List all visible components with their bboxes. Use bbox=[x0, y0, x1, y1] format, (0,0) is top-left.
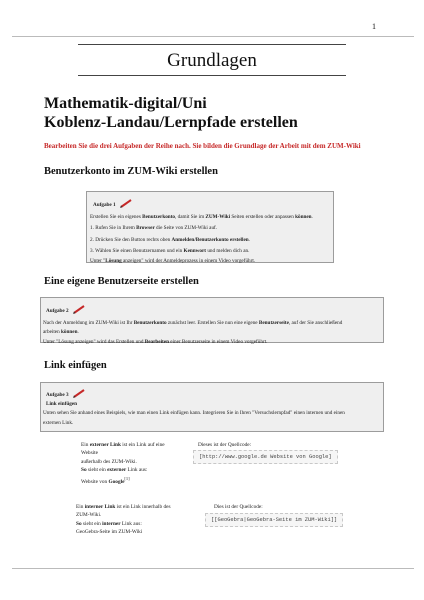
task3-subtitle: Link einfügen bbox=[46, 400, 77, 407]
text: Ein bbox=[76, 504, 85, 510]
ext-line3: außerhalb des ZUM-Wiki. bbox=[81, 458, 137, 465]
task3-label: Aufgabe 3 bbox=[46, 392, 69, 398]
task1-step1 bbox=[90, 224, 329, 234]
section3-heading: Link einfügen bbox=[44, 360, 107, 371]
task3-line1: Unten sehen Sie anhand eines Beispiels, wie man einen Link einfügen kann. Integrieren Sie in Ihren "Versuchslernpfad" einen internen und einen bbox=[43, 410, 345, 417]
text: einer Benutzerseite in einem Video vorgeführt. bbox=[168, 338, 268, 345]
text: zunächst leer. Erstellen Sie nun eine eigene bbox=[166, 319, 259, 326]
text-bold: Browser bbox=[136, 225, 155, 232]
text-bold: Anmelden/Benutzerkonto erstellen bbox=[171, 236, 249, 243]
task3-line2: externen Link. bbox=[43, 419, 74, 426]
ext-line5 bbox=[81, 475, 191, 486]
external-link[interactable]: Website von bbox=[81, 478, 109, 485]
task1-intro bbox=[90, 213, 329, 223]
task1-label: Aufgabe 1 bbox=[93, 202, 116, 208]
text: Seiten erstellen oder anpassen bbox=[230, 213, 296, 220]
text: , damit Sie im bbox=[175, 213, 206, 220]
text: anzeigen" wird der Anmeldeprozess in einem Video vorgeführt. bbox=[121, 257, 256, 264]
task1-step3 bbox=[90, 247, 329, 257]
top-divider bbox=[12, 36, 414, 37]
task2-line2 bbox=[43, 328, 379, 338]
internal-link-example bbox=[76, 503, 196, 537]
ext-source-label: Dieses ist der Quellcode: bbox=[198, 442, 252, 448]
text: 1. Rufen Sie in Ihrem bbox=[90, 225, 137, 232]
text-bold: ZUM-Wiki bbox=[205, 213, 231, 220]
text-bold: Bearbeiten bbox=[144, 338, 169, 345]
text-bold: Benutzerkonto bbox=[133, 319, 167, 326]
text: 2. Drücken Sie den Button rechts oben bbox=[90, 236, 172, 243]
task2-line1 bbox=[43, 319, 379, 329]
text: Unter " bbox=[90, 257, 106, 264]
ext-line2: Website bbox=[81, 450, 98, 457]
main-heading bbox=[44, 94, 298, 132]
text: ist ein Link auf eine bbox=[120, 442, 165, 448]
title-rule-top bbox=[78, 44, 346, 45]
ext-source-code: [http://www.google.de Website von Google] bbox=[193, 450, 338, 464]
text-bold: Lösung bbox=[105, 257, 122, 264]
section2-heading: Eine eigene Benutzerseite erstellen bbox=[44, 276, 199, 287]
task1-step2 bbox=[90, 236, 329, 246]
pencil-icon bbox=[120, 199, 133, 213]
text: sieht ein bbox=[86, 467, 108, 474]
text: Nach der Anmeldung im ZUM-Wiki ist Ihr bbox=[43, 319, 134, 326]
title-rule-bottom bbox=[78, 75, 346, 76]
text: Link aus: bbox=[126, 467, 148, 474]
text-bold: können bbox=[61, 329, 78, 336]
text-bold: So bbox=[76, 520, 82, 527]
task2-label: Aufgabe 2 bbox=[46, 308, 69, 314]
text-bold: Benutzerseite bbox=[258, 319, 289, 326]
text: Ein bbox=[81, 442, 90, 448]
task3-box bbox=[40, 382, 384, 432]
task1-box bbox=[86, 191, 334, 263]
int-source-code: [[GeoGebra|GeoGebra-Seite im ZUM-Wiki]] bbox=[205, 513, 343, 527]
int-line2: ZUM-Wiki. bbox=[76, 512, 102, 519]
task1-hint bbox=[90, 257, 329, 267]
main-heading-line1: Mathematik-digital/Uni bbox=[44, 95, 207, 112]
ext-line4 bbox=[81, 466, 191, 474]
text: . bbox=[77, 329, 79, 336]
text-bold: können bbox=[295, 213, 312, 220]
int-source-label: Dies ist der Quellcode: bbox=[214, 504, 263, 510]
section1-heading: Benutzerkonto im ZUM-Wiki erstellen bbox=[44, 166, 218, 177]
text: arbeiten bbox=[43, 329, 62, 336]
int-line1 bbox=[76, 503, 196, 511]
pencil-icon bbox=[73, 305, 86, 319]
int-line3 bbox=[76, 520, 196, 528]
text: ist ein Link innerhalb des bbox=[115, 504, 171, 510]
text: Link aus: bbox=[120, 520, 142, 527]
bottom-divider bbox=[12, 568, 414, 569]
task1-header bbox=[90, 199, 329, 213]
task2-header bbox=[43, 305, 379, 319]
text-bold: So bbox=[81, 467, 87, 474]
text: Unter "Lösung anzeigen" wird das Erstellen und bbox=[43, 338, 145, 345]
external-link-example bbox=[81, 441, 191, 486]
task2-hint bbox=[43, 338, 379, 348]
page-number: 1 bbox=[372, 22, 376, 31]
main-heading-line2: Koblenz-Landau/Lernpfade erstellen bbox=[44, 114, 298, 131]
text: , auf der Sie anschließend bbox=[288, 319, 343, 326]
text-bold: externer Link bbox=[89, 442, 121, 448]
text-bold: Benutzerkonto bbox=[142, 213, 176, 220]
text-bold: interner Link bbox=[84, 504, 116, 510]
text-bold: interner bbox=[102, 520, 121, 527]
page-title: Grundlagen bbox=[167, 50, 257, 71]
text: . bbox=[248, 236, 250, 243]
text: 3. Wählen Sie einen Benutzernamen und ein bbox=[90, 248, 184, 255]
text: und melden dich an. bbox=[206, 248, 250, 255]
text-bold: Kennwort bbox=[183, 248, 207, 255]
ext-line1 bbox=[81, 441, 191, 449]
text: Erstellen Sie ein eigenes bbox=[90, 213, 143, 220]
text: die Seite von ZUM-Wiki auf. bbox=[154, 225, 218, 232]
text: . bbox=[311, 213, 313, 220]
task2-box bbox=[40, 297, 384, 343]
external-link-bold[interactable]: Google bbox=[108, 478, 125, 485]
text: sieht ein bbox=[81, 520, 103, 527]
footnote-ref[interactable]: [1] bbox=[124, 475, 130, 481]
internal-link[interactable]: GeoGebra-Seite im ZUM-Wiki bbox=[76, 529, 143, 536]
text-bold: externer bbox=[107, 467, 127, 474]
intro-text: Bearbeiten Sie die drei Aufgaben der Reihe nach. Sie bilden die Grundlage der Arbeit mit dem ZUM-Wiki bbox=[44, 142, 361, 150]
